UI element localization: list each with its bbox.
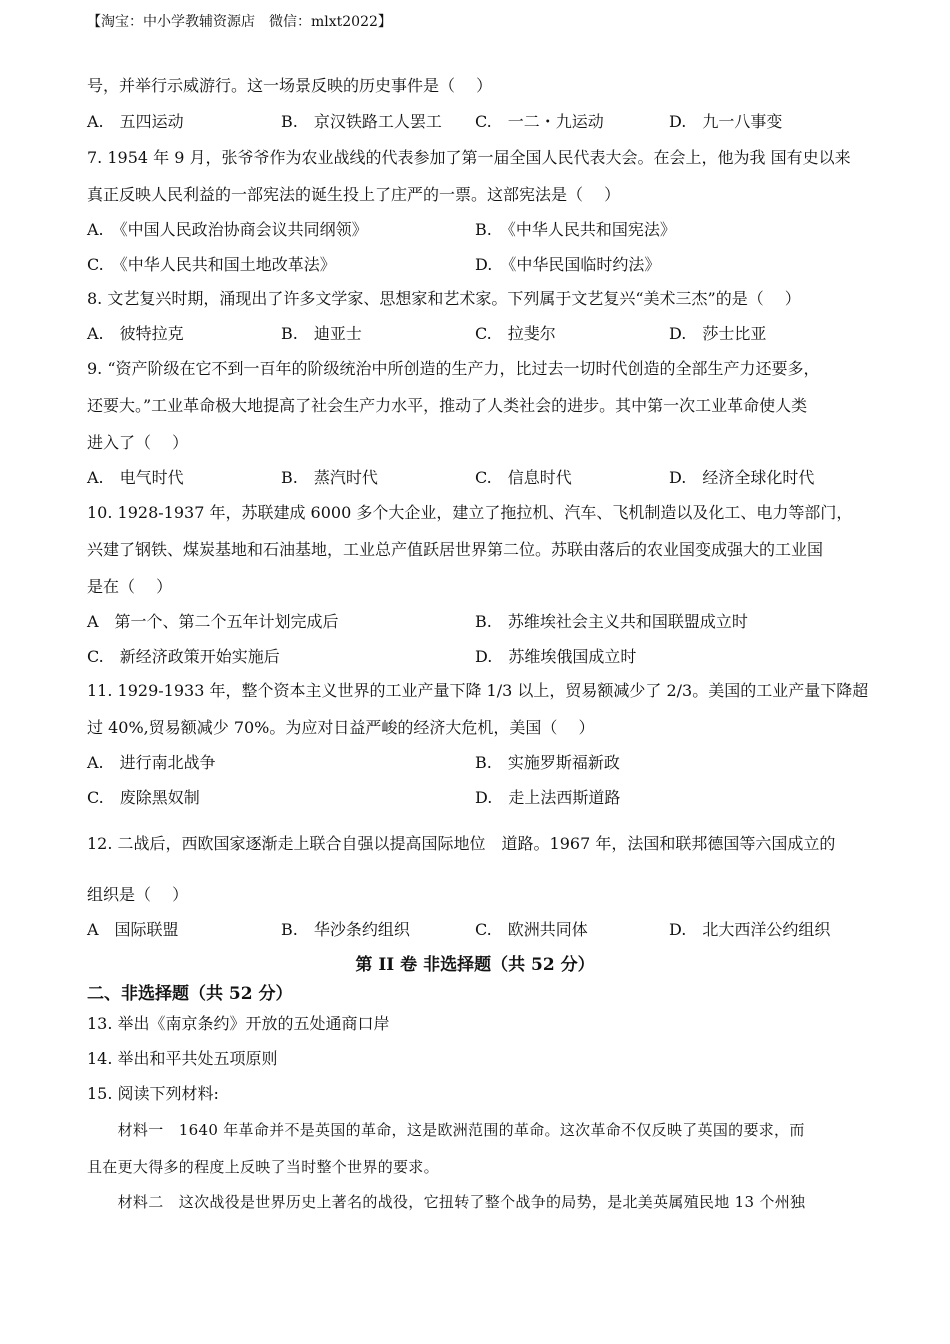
question-10-line-1: 10. 1928-1937 年，苏联建成 6000 多个大企业，建立了拖拉机、汽车、飞机制造以及化工、电力等部门， xyxy=(87,503,853,522)
question-12-line-1: 12. 二战后，西欧国家逐渐走上联合自强以提高国际地位 道路。1967 年，法国和联邦德国等六国成立的 xyxy=(87,834,836,853)
q9-option-a: A. 电气时代 xyxy=(87,468,184,487)
q10-option-c: C. 新经济政策开始实施后 xyxy=(87,647,280,666)
question-9-line-2: 还要大。”工业革命极大地提高了社会生产力水平，推动了人类社会的进步。其中第一次工业革命使人类 xyxy=(87,396,808,415)
question-14: 14. 举出和平共处五项原则 xyxy=(87,1049,278,1068)
q8-option-d: D. 莎士比亚 xyxy=(669,324,767,343)
question-13: 13. 举出《南京条约》开放的五处通商口岸 xyxy=(87,1014,390,1033)
q8-option-b: B. 迪亚士 xyxy=(281,324,362,343)
q7-option-b: B. 《中华人民共和国宪法》 xyxy=(475,220,676,239)
q12-option-c: C. 欧洲共同体 xyxy=(475,920,588,939)
q6-option-a: A. 五四运动 xyxy=(87,112,184,131)
question-10-line-2: 兴建了钢铁、煤炭基地和石油基地，工业总产值跃居世界第二位。苏联由落后的农业国变成强大的工业国 xyxy=(87,540,824,559)
q10-option-d: D. 苏维埃俄国成立时 xyxy=(475,647,637,666)
question-9-line-3: 进入了（ ） xyxy=(87,433,189,452)
material-2-line-1: 材料二 这次战役是世界历史上著名的战役，它扭转了整个战争的局势，是北美英属殖民地 13 个州独 xyxy=(87,1193,806,1211)
question-6-tail: 号，并举行示威游行。这一场景反映的历史事件是（ ） xyxy=(87,76,493,95)
q12-option-b: B. 华沙条约组织 xyxy=(281,920,410,939)
q10-option-b: B. 苏维埃社会主义共和国联盟成立时 xyxy=(475,612,748,631)
q6-option-c: C. 一二・九运动 xyxy=(475,112,604,131)
question-15-intro: 15. 阅读下列材料: xyxy=(87,1084,219,1103)
q11-option-a: A. 进行南北战争 xyxy=(87,753,216,772)
q6-option-b: B. 京汉铁路工人罢工 xyxy=(281,112,442,131)
question-8-line-1: 8. 文艺复兴时期，涌现出了许多文学家、思想家和艺术家。下列属于文艺复兴“美术三杰”的是（ ） xyxy=(87,289,801,308)
q12-option-a: A 国际联盟 xyxy=(87,920,179,939)
question-12-line-2: 组织是（ ） xyxy=(87,885,189,904)
question-9-line-1: 9. “资产阶级在它不到一百年的阶级统治中所创造的生产力，比过去一切时代创造的全部生产力还要多， xyxy=(87,359,820,378)
q6-option-d: D. 九一八事变 xyxy=(669,112,783,131)
question-11-line-2: 过 40%,贸易额减少 70%。为应对日益严峻的经济大危机，美国（ ） xyxy=(87,718,595,737)
q7-option-c: C. 《中华人民共和国土地改革法》 xyxy=(87,255,336,274)
q8-option-a: A. 彼特拉克 xyxy=(87,324,184,343)
q8-option-c: C. 拉斐尔 xyxy=(475,324,556,343)
q7-option-a: A. 《中国人民政治协商会议共同纲领》 xyxy=(87,220,368,239)
material-1-line-2: 且在更大得多的程度上反映了当时整个世界的要求。 xyxy=(87,1158,439,1176)
question-7-line-1: 7. 1954 年 9 月，张爷爷作为农业战线的代表参加了第一届全国人民代表大会。在会上，他为我 国有史以来 xyxy=(87,148,851,167)
section-2-title: 二、非选择题（共 52 分） xyxy=(87,984,293,1004)
q9-option-b: B. 蒸汽时代 xyxy=(281,468,378,487)
q10-option-a: A 第一个、第二个五年计划完成后 xyxy=(87,612,339,631)
question-11-line-1: 11. 1929-1933 年，整个资本主义世界的工业产量下降 1/3 以上，贸易额减少了 2/3。美国的工业产量下降超 xyxy=(87,681,869,700)
q12-option-d: D. 北大西洋公约组织 xyxy=(669,920,831,939)
question-10-line-3: 是在（ ） xyxy=(87,577,173,596)
q11-option-d: D. 走上法西斯道路 xyxy=(475,788,621,807)
q11-option-b: B. 实施罗斯福新政 xyxy=(475,753,620,772)
question-7-line-2: 真正反映人民利益的一部宪法的诞生投上了庄严的一票。这部宪法是（ ） xyxy=(87,185,621,204)
material-1-line-1: 材料一 1640 年革命并不是英国的革命，这是欧洲范围的革命。这次革命不仅反映了英国的要求，而 xyxy=(87,1121,805,1139)
q11-option-c: C. 废除黑奴制 xyxy=(87,788,200,807)
part-2-title: 第 II 卷 非选择题（共 52 分） xyxy=(355,955,595,975)
q9-option-d: D. 经济全球化时代 xyxy=(669,468,815,487)
q9-option-c: C. 信息时代 xyxy=(475,468,572,487)
page-header: 【淘宝：中小学教辅资源店 微信：mlxt2022】 xyxy=(87,14,392,30)
q7-option-d: D. 《中华民国临时约法》 xyxy=(475,255,661,274)
